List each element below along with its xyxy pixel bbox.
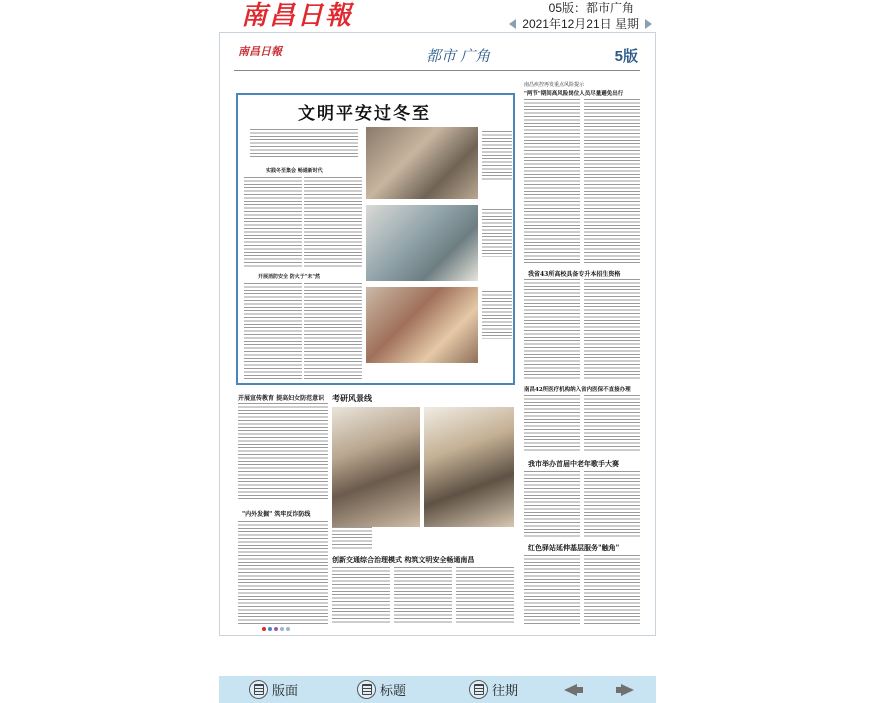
- feature-photo-2: [366, 205, 478, 281]
- title-list-icon: [357, 680, 376, 699]
- left-headline-2[interactable]: "内外发掘" 筑牢反诈防线: [242, 511, 311, 518]
- feature-article[interactable]: [236, 93, 515, 385]
- right-story-4-col-2: [584, 471, 640, 537]
- feature-title: 文明平安过冬至: [298, 104, 431, 124]
- feature-lead-text: [250, 129, 358, 157]
- right-kicker: 南昌疾控再发重点风险提示: [524, 82, 585, 88]
- feature-body-col-3: [244, 283, 302, 381]
- right-headline-1[interactable]: "两节"期间高风险岗位人员尽量避免出行: [524, 91, 624, 97]
- right-story-5-col-2: [584, 555, 640, 625]
- feature-subtitle-1: 实践冬至集会 畅通新时代: [266, 168, 323, 174]
- issue-date: 2021年12月21日 星期: [522, 17, 639, 31]
- feature-photo-1: [366, 127, 478, 199]
- center-headline[interactable]: 考研风景线: [332, 393, 372, 403]
- archive-button-label: 往期: [492, 683, 519, 698]
- feature-body-col-4: [304, 283, 362, 381]
- right-story-3-col-1: [524, 395, 580, 453]
- right-story-3-col-2: [584, 395, 640, 453]
- page-masthead-logo: 南昌日報: [238, 45, 282, 58]
- feature-photo-3: [366, 287, 478, 363]
- bottom-toolbar: [219, 676, 656, 703]
- center-caption: [332, 527, 372, 549]
- triangle-left-icon[interactable]: [509, 19, 516, 29]
- archive-button[interactable]: [469, 679, 518, 700]
- right-story-4-col-1: [524, 471, 580, 537]
- right-story-2-col-1: [524, 279, 580, 379]
- archive-icon: [469, 680, 488, 699]
- bottom-headline[interactable]: 创新交通综合治理模式 构筑文明安全畅通南昌: [332, 555, 475, 564]
- edition-label: 05版：都市广角: [548, 1, 634, 15]
- feature-subtitle-2: 开展消防安全 防火于"未"然: [258, 274, 320, 280]
- bottom-col-2: [394, 567, 452, 625]
- center-photo-1: [332, 407, 420, 527]
- page-layout-icon: [249, 680, 268, 699]
- right-story-2-col-2: [584, 279, 640, 379]
- bottom-col-1: [332, 567, 390, 625]
- newspaper-logo[interactable]: 南昌日報: [241, 1, 354, 31]
- feature-body-col-1: [244, 177, 302, 267]
- titles-button[interactable]: [357, 679, 406, 700]
- right-story-5-col-1: [524, 555, 580, 625]
- photo-caption-3: [482, 291, 512, 339]
- center-photo-2: [424, 407, 514, 527]
- photo-caption-2: [482, 209, 512, 257]
- left-story-2-text: [238, 521, 328, 625]
- section-name: 都市 广角: [426, 48, 491, 65]
- triangle-right-icon[interactable]: [645, 19, 652, 29]
- layout-button[interactable]: [249, 679, 298, 700]
- right-headline-3[interactable]: 南昌42所医疗机构纳入省内医保不直接办理: [524, 387, 631, 393]
- layout-button-label: 版面: [272, 683, 299, 698]
- right-headline-2[interactable]: 我省43所高校具备专升本招生资格: [528, 271, 621, 278]
- right-story-1-col-2: [584, 99, 640, 265]
- page-number: 5版: [614, 48, 638, 65]
- right-story-1-col-1: [524, 99, 580, 265]
- feature-body-col-2: [304, 177, 362, 267]
- newspaper-page[interactable]: [219, 32, 656, 636]
- page-dots: [262, 627, 290, 631]
- page-content: [234, 41, 640, 626]
- page-masthead: [234, 41, 640, 71]
- bottom-col-3: [456, 567, 514, 625]
- right-headline-4[interactable]: 我市举办首届中老年歌手大赛: [528, 459, 619, 468]
- date-navigator: [509, 15, 652, 32]
- header: [219, 0, 656, 32]
- photo-caption-1: [482, 131, 512, 181]
- titles-button-label: 标题: [380, 683, 407, 698]
- right-headline-5[interactable]: 红色驿站延伸基层服务"触角": [528, 543, 620, 552]
- left-headline-1[interactable]: 开展宣传教育 提高妇女防范意识: [238, 395, 325, 402]
- left-story-1-text: [238, 403, 328, 499]
